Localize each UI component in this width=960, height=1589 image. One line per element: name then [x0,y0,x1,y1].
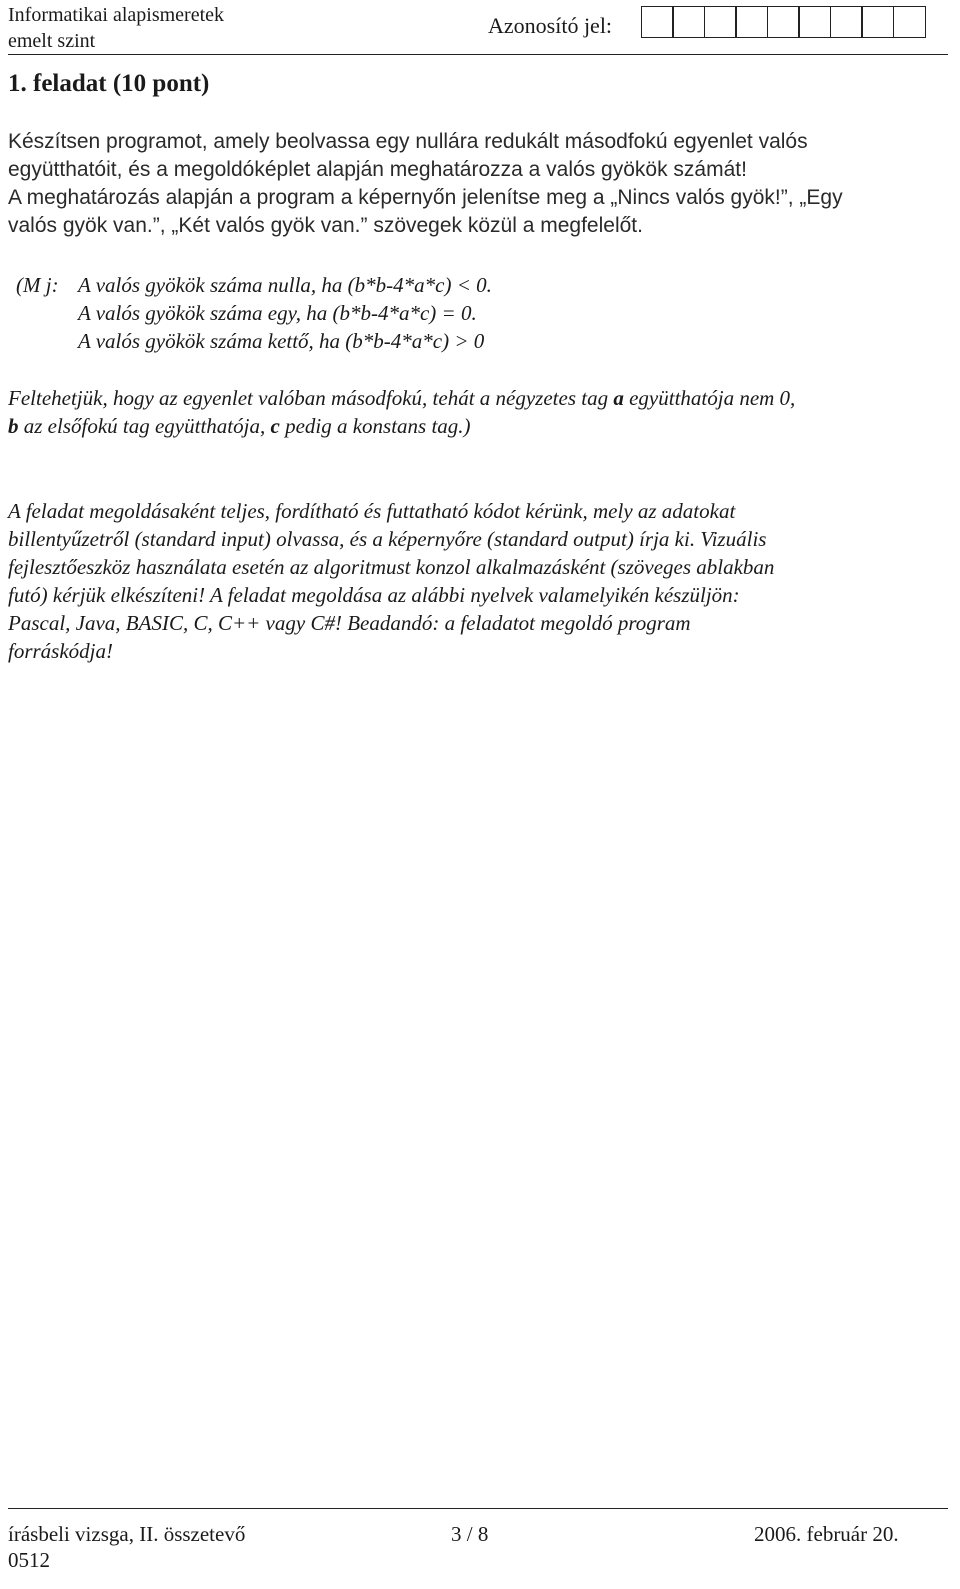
id-box [830,6,863,38]
assume-line-2: b az elsőfokú tag együtthatója, c pedig a konstans tag.) [8,414,471,438]
id-box [672,6,705,38]
requirement-line: fejlesztőeszköz használata esetén az algoritmust konzol alkalmazásként (szöveges ablakban [8,555,775,579]
coef-c: c [270,414,280,438]
requirement-line: forráskódja! [8,639,113,663]
task-title: 1. feladat (10 pont) [8,70,210,97]
hint-line: A valós gyökök száma nulla, ha (b*b-4*a*c) < 0. [78,273,492,297]
intro-line: együtthatóit, és a megoldóképlet alapján meghatározza a valós gyökök számát! [8,158,747,181]
intro-line: Készítsen programot, amely beolvassa egy nullára redukált másodfokú egyenlet valós [8,130,808,153]
footer-exam: írásbeli vizsga, II. összetevő [8,1522,246,1546]
id-box [798,6,831,38]
id-box [735,6,768,38]
requirement-line: futó) kérjük elkészíteni! A feladat megoldása az alábbi nyelvek valamelyikén készüljön: [8,583,740,607]
footer-code: 0512 [8,1548,50,1572]
id-label: Azonosító jel: [488,13,613,38]
footer-rule [8,1508,948,1509]
footer-page: 3 / 8 [451,1522,489,1546]
header-level: emelt szint [8,30,96,52]
requirement-line: A feladat megoldásaként teljes, fordítható és futtatható kódot kérünk, mely az adatokat [8,499,736,523]
coef-b: b [8,414,19,438]
hint-line: A valós gyökök száma kettő, ha (b*b-4*a*c) > 0 [78,329,485,353]
id-box [641,6,674,38]
coef-a: a [613,386,624,410]
id-box [861,6,894,38]
requirement-line: Pascal, Java, BASIC, C, C++ vagy C#! Beadandó: a feladatot megoldó program [8,611,691,635]
intro-line: A meghatározás alapján a program a képernyőn jelenítse meg a „Nincs valós gyök!”, „Egy [8,186,843,209]
assume-line-1: Feltehetjük, hogy az egyenlet valóban másodfokú, tehát a négyzetes tag a együtthatója nem 0, [8,386,796,410]
id-box [704,6,737,38]
hint-label: (M j: [16,273,59,297]
id-box [893,6,926,38]
intro-line: valós gyök van.”, „Két valós gyök van.” szövegek közül a megfelelőt. [8,214,643,237]
header-subject: Informatikai alapismeretek [8,4,225,26]
requirement-line: billentyűzetről (standard input) olvassa, és a képernyőre (standard output) írja ki. Vizuális [8,527,767,551]
hint-line: A valós gyökök száma egy, ha (b*b-4*a*c) = 0. [78,301,477,325]
id-box [767,6,800,38]
footer-date: 2006. február 20. [754,1522,899,1546]
header-rule [8,54,948,55]
id-boxes [642,6,926,38]
